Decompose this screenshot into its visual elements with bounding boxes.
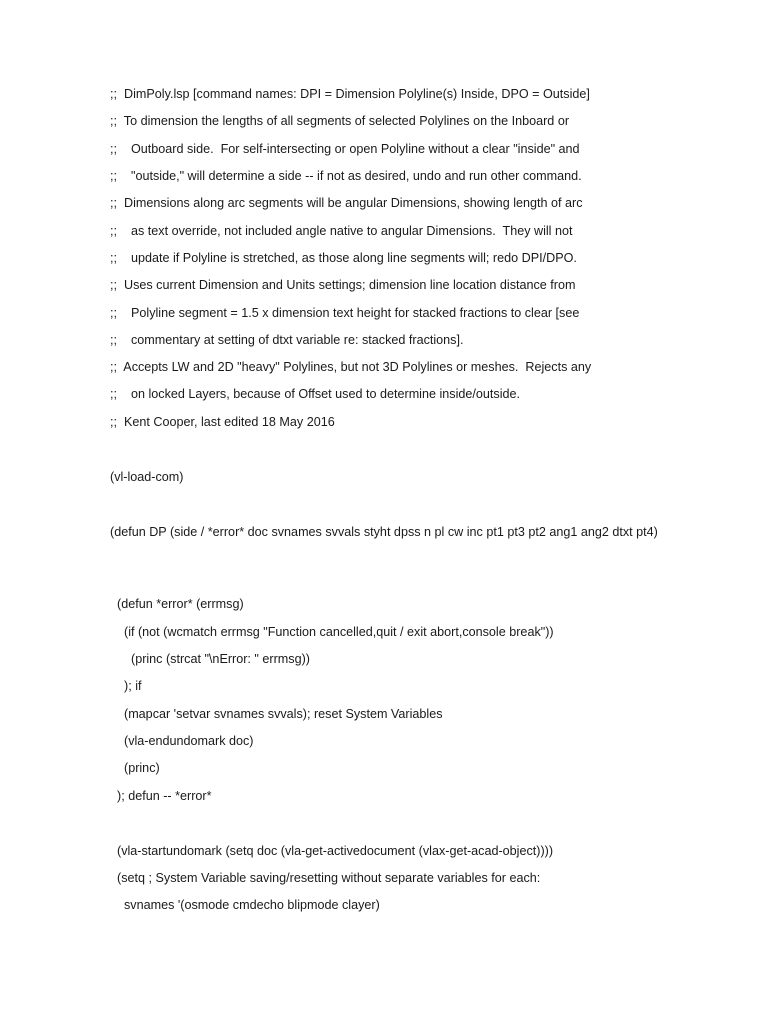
comment-line-6: ;; as text override, not included angle native to angular Dimensions. They will not bbox=[110, 224, 573, 238]
code-line-if-not: (if (not (wcmatch errmsg "Function cancelled,quit / exit abort,console break")) bbox=[110, 625, 554, 639]
comment-line-9: ;; Polyline segment = 1.5 x dimension text height for stacked fractions to clear [see bbox=[110, 306, 580, 320]
comment-line-1: ;; DimPoly.lsp [command names: DPI = Dimension Polyline(s) Inside, DPO = Outside] bbox=[110, 87, 590, 101]
code-line-endundomark: (vla-endundomark doc) bbox=[110, 734, 254, 748]
comment-line-2: ;; To dimension the lengths of all segments of selected Polylines on the Inboard or bbox=[110, 114, 570, 128]
code-line-vl-load-com: (vl-load-com) bbox=[110, 470, 184, 484]
code-line-startundomark: (vla-startundomark (setq doc (vla-get-activedocument (vlax-get-acad-object)))) bbox=[110, 844, 554, 858]
code-line-setq: (setq ; System Variable saving/resetting without separate variables for each: bbox=[110, 871, 541, 885]
comment-line-3: ;; Outboard side. For self-intersecting or open Polyline without a clear "inside" and bbox=[110, 142, 580, 156]
comment-line-7: ;; update if Polyline is stretched, as those along line segments will; redo DPI/DPO. bbox=[110, 251, 577, 265]
code-line-defun-error: (defun *error* (errmsg) bbox=[110, 597, 244, 611]
code-line-defun-dp: (defun DP (side / *error* doc svnames svvals styht dpss n pl cw inc pt1 pt3 pt2 ang1 ang2 dtxt pt4) bbox=[110, 525, 658, 539]
code-line-mapcar: (mapcar 'setvar svnames svvals); reset System Variables bbox=[110, 707, 443, 721]
code-line-princ: (princ) bbox=[110, 761, 160, 775]
comment-line-4: ;; "outside," will determine a side -- if not as desired, undo and run other command. bbox=[110, 169, 582, 183]
comment-line-5: ;; Dimensions along arc segments will be angular Dimensions, showing length of arc bbox=[110, 196, 583, 210]
comment-line-10: ;; commentary at setting of dtxt variable re: stacked fractions]. bbox=[110, 333, 464, 347]
code-line-svnames: svnames '(osmode cmdecho blipmode clayer) bbox=[110, 898, 380, 912]
code-line-defun-end: ); defun -- *error* bbox=[110, 789, 212, 803]
comment-line-8: ;; Uses current Dimension and Units settings; dimension line location distance from bbox=[110, 278, 576, 292]
comment-line-12: ;; on locked Layers, because of Offset used to determine inside/outside. bbox=[110, 387, 521, 401]
code-line-princ-strcat: (princ (strcat "\nError: " errmsg)) bbox=[110, 652, 310, 666]
code-line-if-end: ); if bbox=[110, 679, 142, 693]
comment-line-11: ;; Accepts LW and 2D "heavy" Polylines, but not 3D Polylines or meshes. Rejects any bbox=[110, 360, 592, 374]
comment-line-13: ;; Kent Cooper, last edited 18 May 2016 bbox=[110, 415, 335, 429]
